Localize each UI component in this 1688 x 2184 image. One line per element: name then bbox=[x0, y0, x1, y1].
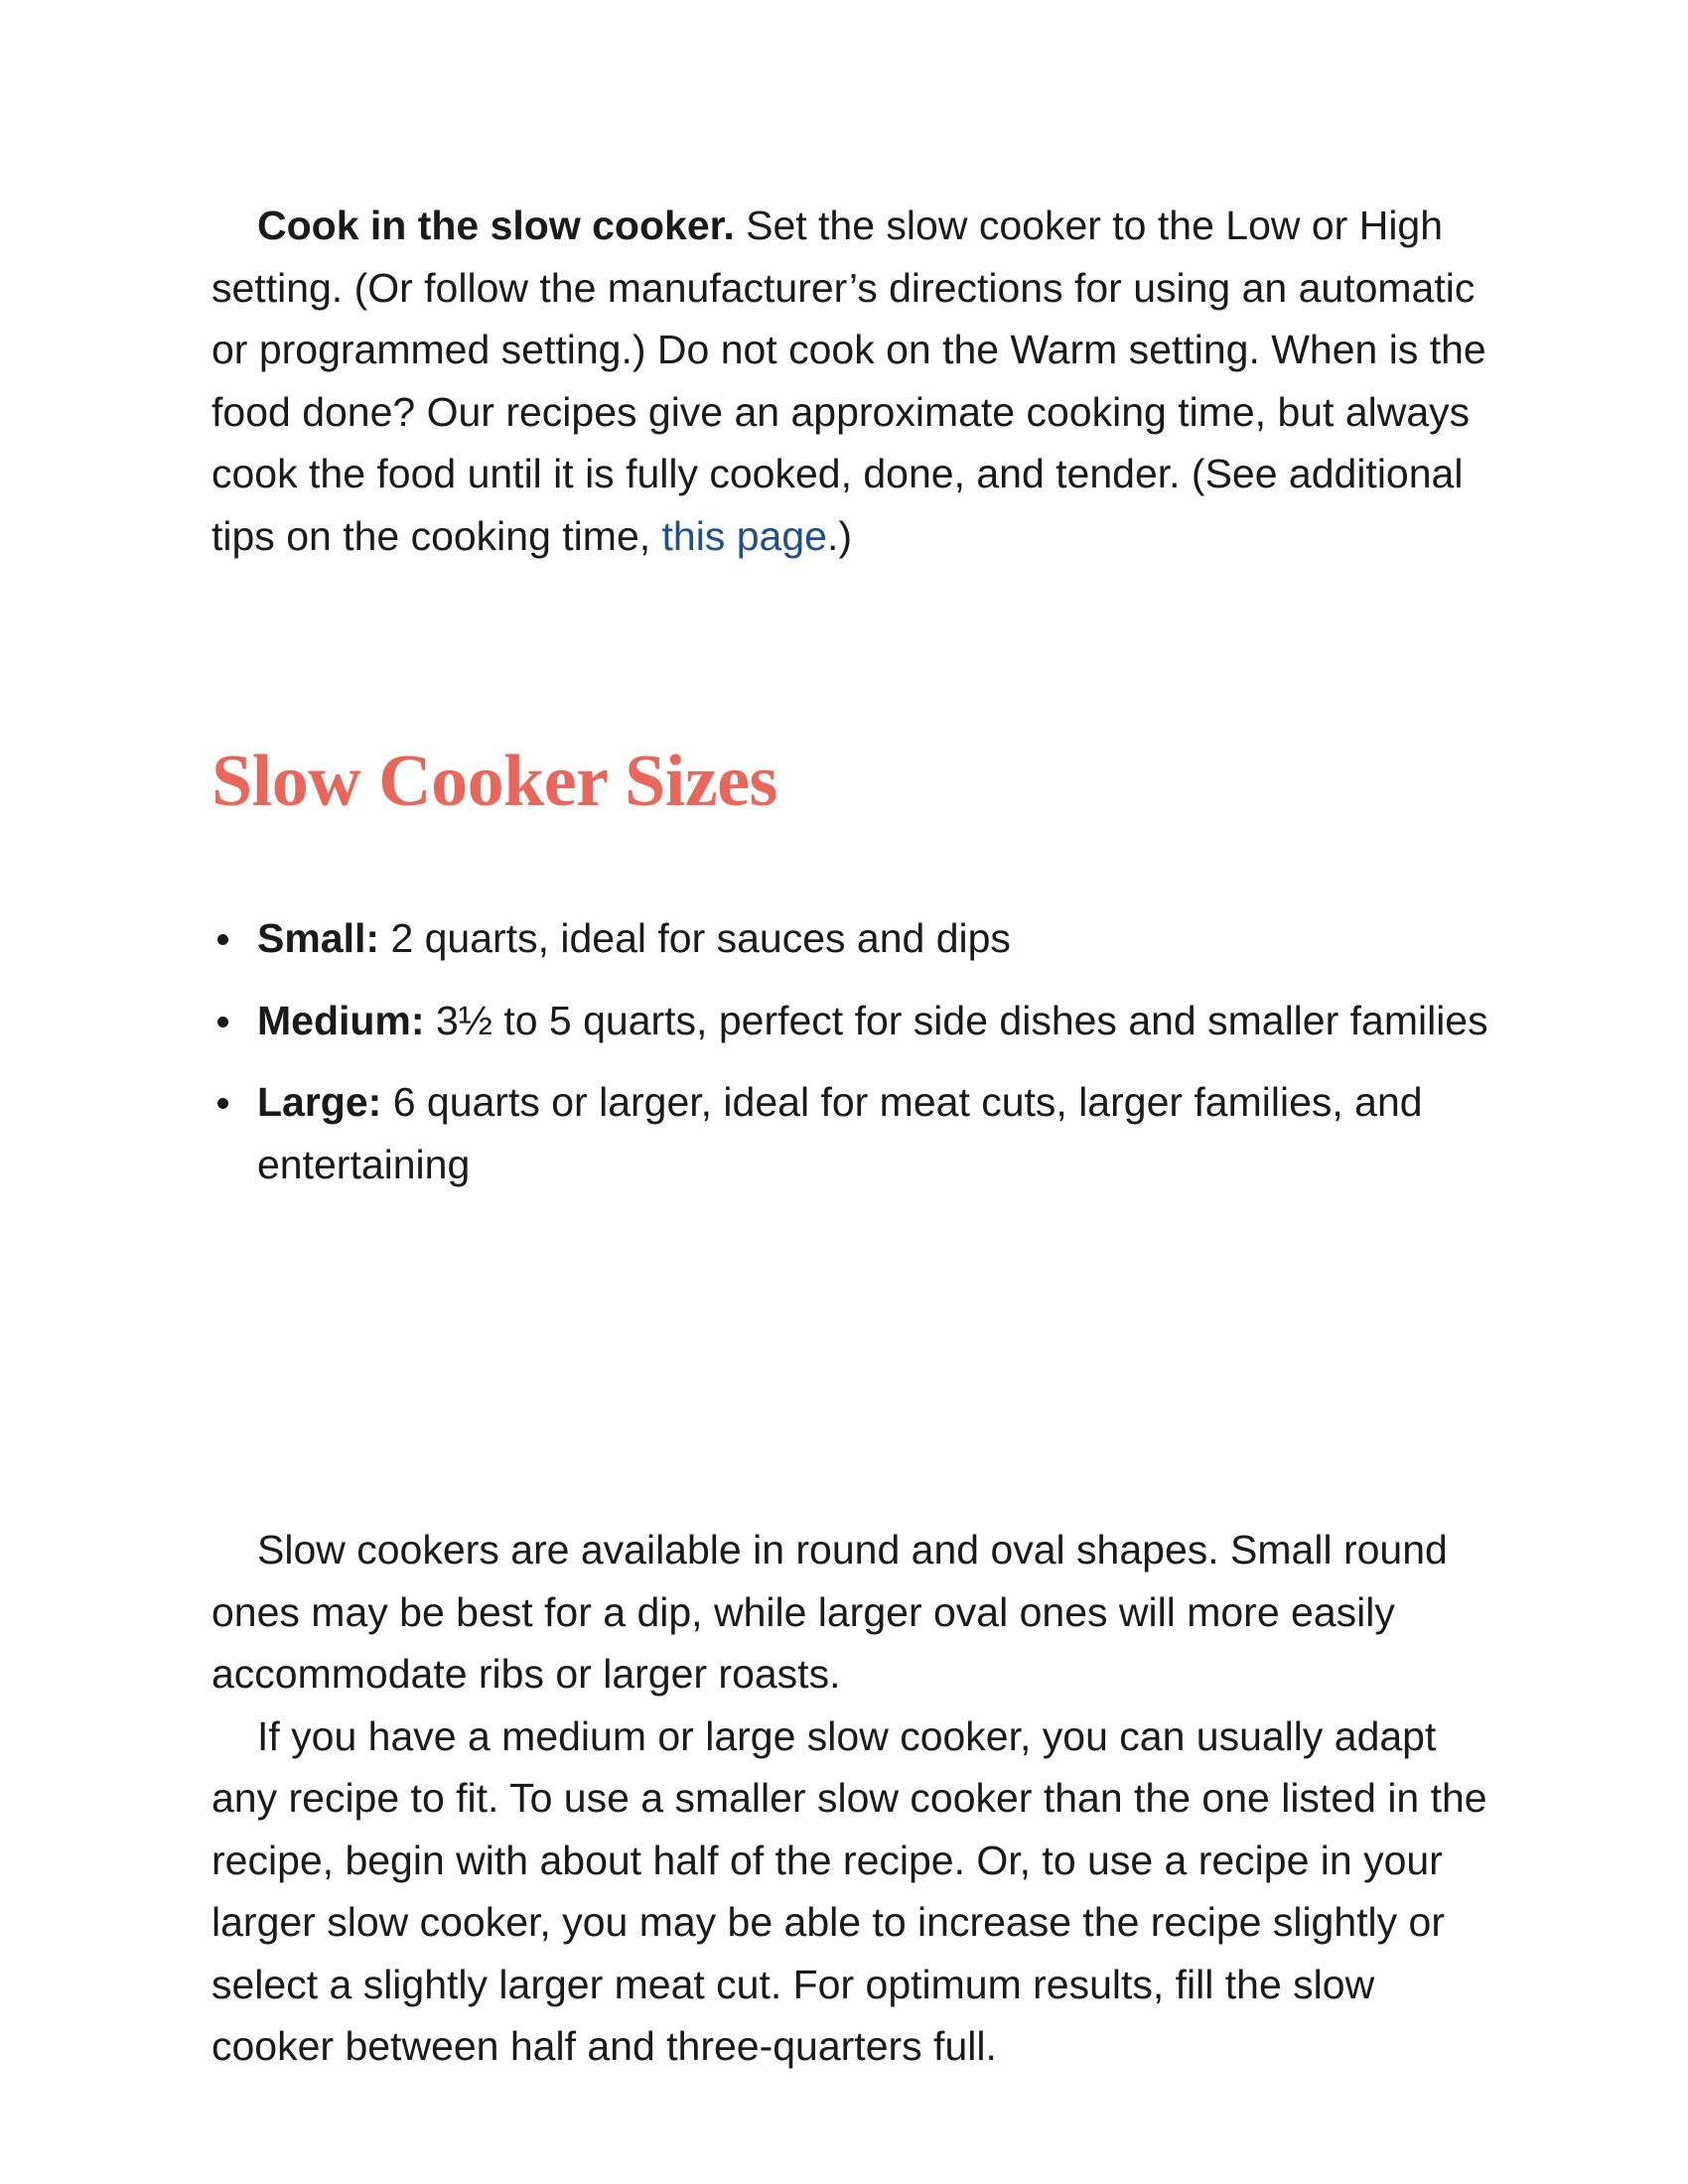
bullet-icon bbox=[217, 934, 228, 945]
this-page-link[interactable]: this page bbox=[661, 512, 827, 559]
intro-paragraph bbox=[211, 195, 1492, 567]
list-item bbox=[211, 907, 1492, 970]
intro-text: Set the slow cooker to the Low or High setting. (Or follow the manufacturer’s directions for using an automatic or programmed setting.) Do not cook on the Warm setting. When is the food done? Our recipes give an approximate cooking time, but always cook the food until it is fully cooked, done, and tender. (See additional tips on the cooking time, bbox=[211, 203, 1486, 559]
intro-lead: Cook in the slow cooker. bbox=[257, 203, 735, 248]
list-item bbox=[211, 990, 1492, 1052]
size-term: Small: bbox=[257, 915, 380, 961]
intro-section bbox=[211, 195, 1492, 567]
section-heading: Slow Cooker Sizes bbox=[211, 741, 777, 822]
body-section bbox=[211, 1519, 1492, 2078]
bullet-icon bbox=[217, 1017, 228, 1027]
size-term: Large: bbox=[257, 1079, 382, 1125]
list-item bbox=[211, 1071, 1492, 1195]
sizes-list bbox=[211, 907, 1492, 1215]
size-desc: 2 quarts, ideal for sauces and dips bbox=[379, 915, 1011, 961]
size-desc: 3½ to 5 quarts, perfect for side dishes and smaller families bbox=[424, 997, 1488, 1043]
size-term: Medium: bbox=[257, 997, 425, 1043]
body-paragraph-adapt: If you have a medium or large slow cooker, you can usually adapt any recipe to fit. To use a smaller slow cooker than the one listed in the recipe, begin with about half of the recipe. Or, to use a recipe in your larger slow cooker, you may be able to increase the recipe slightly or select a slightly larger meat cut. For optimum results, fill the slow cooker between half and three-quarters full. bbox=[211, 1712, 1487, 2069]
size-desc: 6 quarts or larger, ideal for meat cuts, larger families, and entertaining bbox=[257, 1079, 1423, 1187]
intro-tail: .) bbox=[826, 512, 852, 559]
bullet-icon bbox=[217, 1098, 228, 1109]
body-paragraph-shapes: Slow cookers are available in round and oval shapes. Small round ones may be best for a dip, while larger oval ones will more easily accommodate ribs or larger roasts. bbox=[211, 1527, 1448, 1697]
